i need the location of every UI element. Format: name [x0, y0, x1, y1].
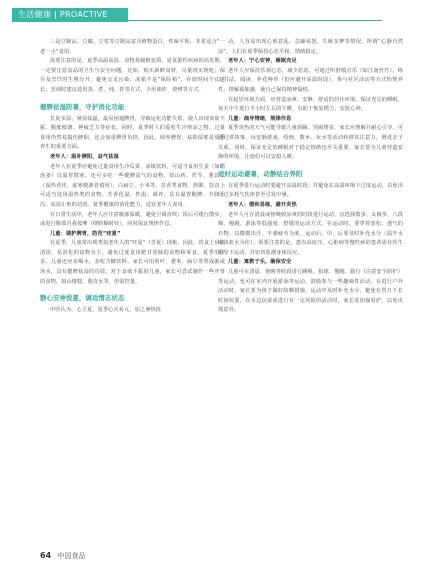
right-column	[218, 38, 403, 316]
section-label: 生活健康 | PROACTIVE HEALTH ●●●	[12, 8, 128, 22]
paragraph: 在日常生活中，老年人应注意腹部保暖，避免空调直吹；饭后可缓行散步，或进行腹部自我按摩（绕脐顺时针），同时保证规律作息。	[40, 211, 225, 228]
subheading: 儿童：疏导情绪，规律作息	[228, 115, 292, 122]
subheading: 老年人：缓和易练，避开炎热	[228, 201, 297, 208]
subheading: 儿童：调护脾胃，防范“疰夏”	[50, 230, 121, 237]
left-column	[40, 38, 225, 316]
paragraph: 动，人容易出现心烦意乱、急躁易怒、失眠多梦等情况。所谓“心静自然凉”，人们在夏季保持心态平和，情绪稳定。	[218, 39, 403, 55]
header-rule	[122, 20, 382, 21]
paragraph: 老年人应保持乐观心态，减少思虑，可通过听舒缓音乐（如江南丝竹）、练习书法、阅读、养花种草（但应避开高温时段）、参与社区活动等方式怡情养性，排解孤独感，使自己保持精神愉悦。	[218, 67, 403, 93]
paragraph: 夏季炎热的天气可能导致儿童烦躁、哭闹增多，家长应理解并耐心引导，可通过讲故事、玩安静游戏、绘画、数乡、玩水等活动转移其注意力，增进亲子关系。同时，保证充足的睡眠对于稳定情绪也至关重要，家长要为儿童营造安静的环境，让他们可以安稳入睡。	[218, 125, 403, 161]
page-footer	[40, 551, 85, 561]
paragraph: 需要注意的是，夏季高温高湿，食物易腐败变质，是食源性疾病的高发期，一定要注意食品的卫生与安全问题。比如，购买新鲜食材，尽量现买现吃；保存及烹饪时生熟分开，避免交叉污染；冰箱不是“保险箱”，存放时间不宜过长；烹调时建议选用蒸、煮、炖、拌等方式，少用油炸、烧烤等方式。	[40, 58, 225, 93]
section-heading: 适时运动避暑，动静结合养阳	[218, 169, 303, 178]
section-heading: 静心安神悦夏，调适情志状态	[40, 294, 125, 303]
paragraph: 在起居环境方面，应营造凉爽、安静、舒适的居住环境。保证充足的睡眠，每天中午进行半小时左右的午睡，有助于恢复精力，安抚心神。	[218, 96, 403, 113]
subheading: 老年人：宁心安神，睡眠充足	[228, 58, 297, 65]
page-number: 64	[40, 551, 52, 560]
paragraph: 中医认为，心主夏，夏季心火易亢，加之暑热扰	[50, 307, 162, 314]
paragraph: 老年人在夏季应避免过量食用生冷瓜果、冰镇饮料，可适当食用生姜（如醋泡姜）以温胃散寒。还可多吃一些健脾益气的食物，如山药、茯苓、薏苡仁（湿热者佳，虚寒便溏者慎用）、白扁豆、小米等。芳香类食物、熬粥、饮食上可适当选用温热类的食物。芳香化湿，性温；调养，具有温胃醒脾、升降止泻、祛湿止呕的功效。夏季健康的消化能力，适宜老年人食用。	[40, 163, 225, 208]
paragraph: 长夏多湿，暑湿氤氲，最易困遏脾胃，导致运化功能失常，使人出现食欲不振、腹胀便溏、神疲乏力等症状。同时，夏季时人们爱吃生冷寒凉之物，过量食用仍然易损伤脾阳，还会加重脾胃负担。因此，调养脾胃、祛除湿邪是夏季养生的重要方面。	[40, 115, 225, 151]
subheading: 老年人：温补脾阳，益气祛湿	[50, 153, 119, 160]
subheading: 儿童：寓教于乐，确保安全	[228, 259, 292, 266]
paragraph: 在夏季进行运动时要避开高温时段，并避免在高湿环境下过度运动，以免出汗过多耗气伤津甚至引发中暑。	[218, 182, 403, 199]
page-header	[0, 0, 427, 33]
paragraph: 老年人可在清晨或傍晚较凉爽的时段进行运动，宜选择散步、太极拳、八段锦、慢跑、游泳等低强度、舒缓的运动方式。在运动时，要穿着宽松、透气的衣物，以微微出汗、不感疲劳为度。运动后，中、后要及时补充水分（温开水或淡盐水为佳）。需要注意的是，患有高血压、心脏病等慢性病的患者需在医生指导下运动，并密切监测身体反应。	[218, 211, 403, 256]
paragraph: 儿童可在清晨、傍晚等时段进行跳绳、拍球、慢跑、骑行（注意安全防护）等运动，也可在室内开展游泳等运动。鼓励参与一些趣味性活动，在进行户外活动时，家长要为孩子做好防晒措施。运动中及时补充水分，避免在烈日下长时间玩耍。在水边玩耍或进行有一定风险的活动时，家长需加强看护，以免出现意外。	[218, 269, 403, 314]
magazine-name: 中国食品	[57, 552, 86, 560]
section-heading: 健脾祛湿防暑，守护消化功能	[40, 102, 125, 111]
paragraph: 三是豆制品。豆腐、豆浆等豆制品富含植物蛋白，性味平和，非常适合“一老一小”食用。	[40, 39, 225, 55]
paragraph: 在夏季，儿童常出现类似老年人的“疰夏”（苦夏）现象。因此，饮食上应以清淡、易消化的食物为主，避免过度食用肥甘厚味的食物和零食。夏季出汗多，儿童还应多喝水，多吃含糖饮料。家长可用荷叶、薏米、扁豆等煮成粥或汤水，具有健脾祛湿的功效。对于食欲不振的儿童，家长可尝试制作一些开胃的食物，如山楂糕、陈皮水等，但需控量。	[40, 240, 225, 285]
